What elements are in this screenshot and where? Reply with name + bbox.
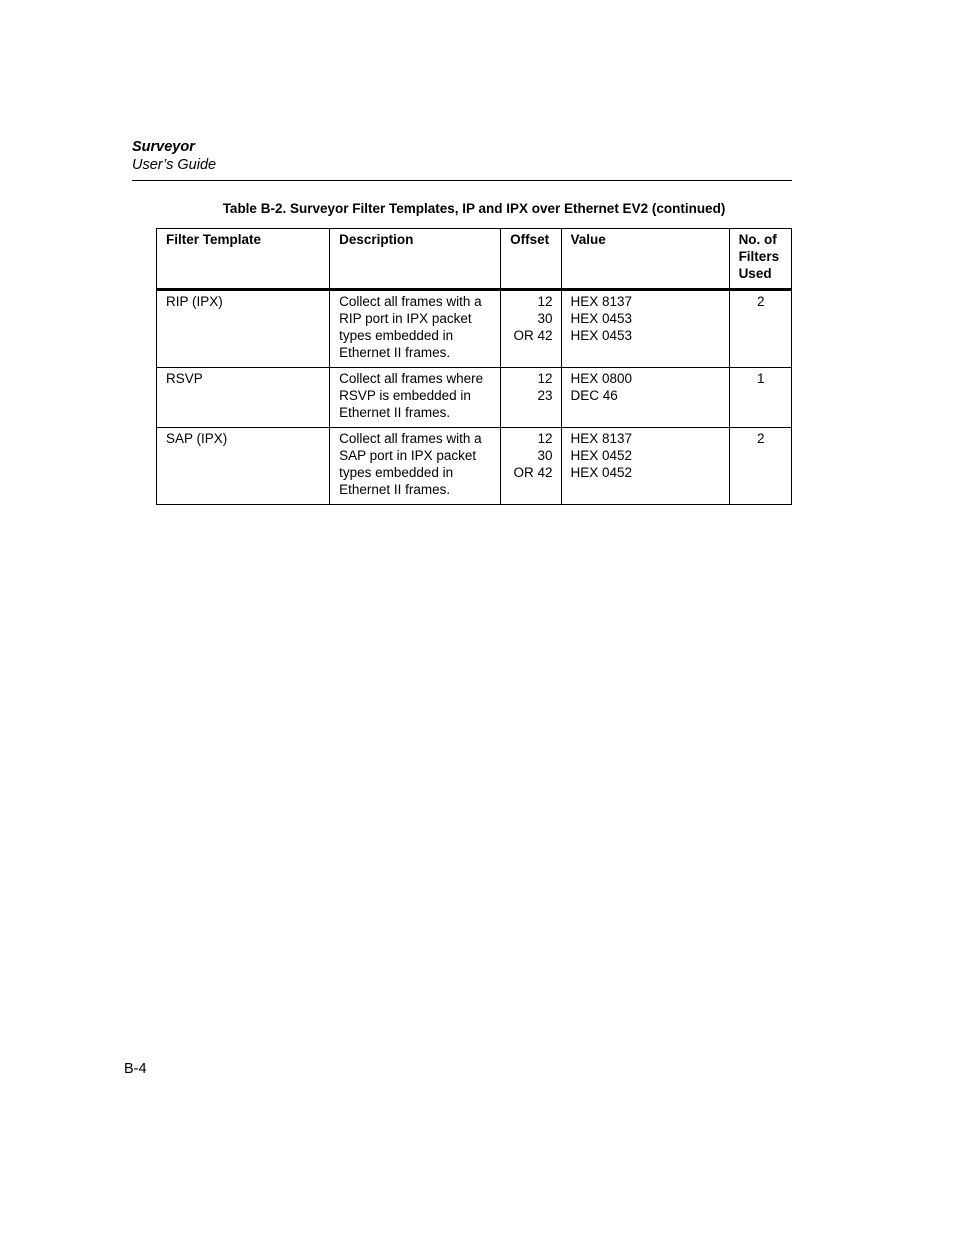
offset-value: 30 — [537, 311, 553, 326]
offset-value: 23 — [537, 388, 553, 403]
cell-value — [561, 368, 729, 428]
table-header-row — [157, 229, 792, 290]
description-line: types embedded in — [339, 465, 454, 480]
filter-templates-table — [156, 228, 792, 505]
filter-value: HEX 8137 — [570, 431, 633, 446]
table-row — [157, 290, 792, 368]
cell-filters-used: 2 — [729, 428, 791, 505]
column-header-filters-used-line: Filters — [738, 249, 780, 264]
description-line: Ethernet II frames. — [339, 482, 451, 497]
description-line: Ethernet II frames. — [339, 405, 451, 420]
description-line: RSVP is embedded in — [339, 388, 471, 403]
offset-value: 12 — [537, 371, 553, 386]
description-line: Ethernet II frames. — [339, 345, 451, 360]
description-line: types embedded in — [339, 328, 454, 343]
filter-value: HEX 0452 — [570, 448, 633, 463]
book-subtitle: User’s Guide — [132, 157, 217, 173]
filter-value: HEX 0452 — [570, 465, 633, 480]
filter-value: HEX 0453 — [570, 328, 633, 343]
cell-description — [330, 428, 501, 505]
cell-filter-template: SAP (IPX) — [157, 428, 330, 505]
cell-filter-template: RIP (IPX) — [157, 290, 330, 368]
header-rule — [132, 180, 792, 181]
offset-value: OR 42 — [513, 328, 553, 343]
cell-filters-used: 2 — [729, 290, 791, 368]
book-title: Surveyor — [132, 139, 195, 155]
cell-description — [330, 368, 501, 428]
filter-value: HEX 0800 — [570, 371, 633, 386]
filter-value: HEX 0453 — [570, 311, 633, 326]
cell-description — [330, 290, 501, 368]
offset-value: 30 — [537, 448, 553, 463]
cell-offset — [501, 428, 561, 505]
description-line: Collect all frames with a — [339, 431, 482, 446]
description-line: Collect all frames where — [339, 371, 484, 386]
column-header-offset: Offset — [501, 229, 561, 290]
filter-value: DEC 46 — [570, 388, 618, 403]
offset-value: 12 — [537, 431, 553, 446]
cell-value — [561, 290, 729, 368]
running-head — [132, 139, 792, 175]
offset-value: 12 — [537, 294, 553, 309]
description-line: SAP port in IPX packet — [339, 448, 477, 463]
table-caption: Table B-2. Surveyor Filter Templates, IP and IPX over Ethernet EV2 (continued) — [222, 201, 726, 216]
cell-offset — [501, 368, 561, 428]
column-header-filters-used — [729, 229, 791, 290]
cell-offset — [501, 290, 561, 368]
page-number: B-4 — [124, 1061, 147, 1077]
column-header-value: Value — [561, 229, 729, 290]
cell-filters-used: 1 — [729, 368, 791, 428]
description-line: Collect all frames with a — [339, 294, 482, 309]
column-header-filters-used-line: Used — [738, 266, 772, 281]
table-row — [157, 368, 792, 428]
column-header-description: Description — [330, 229, 501, 290]
column-header-filters-used-line: No. of — [738, 232, 777, 247]
description-line: RIP port in IPX packet — [339, 311, 472, 326]
filter-value: HEX 8137 — [570, 294, 633, 309]
column-header-filter-template: Filter Template — [157, 229, 330, 290]
cell-filter-template: RSVP — [157, 368, 330, 428]
offset-value: OR 42 — [513, 465, 553, 480]
cell-value — [561, 428, 729, 505]
table-row — [157, 428, 792, 505]
